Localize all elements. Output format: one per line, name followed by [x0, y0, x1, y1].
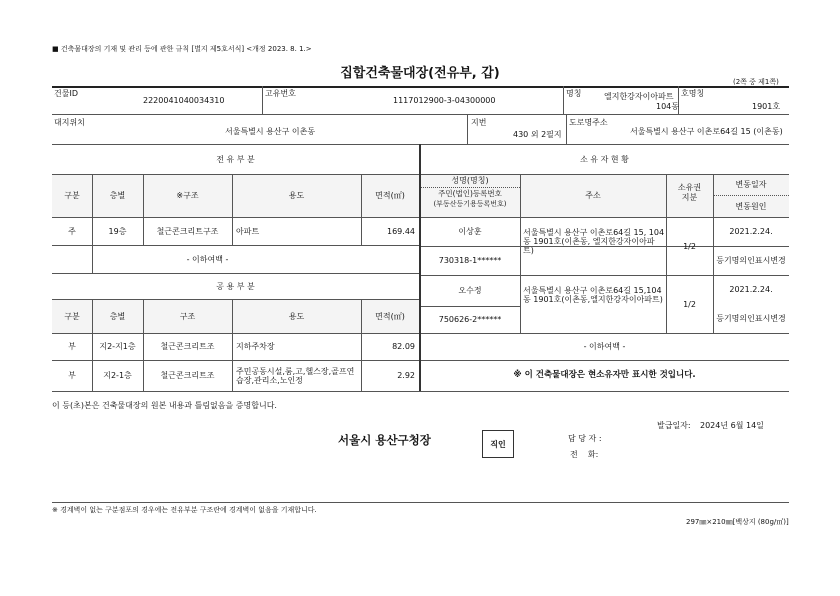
owner2-reg: 750626-2****** [438, 315, 502, 324]
common-row1-structure: 철근콘크리트조 [160, 342, 215, 351]
excl-col-area: 면적(㎡) [375, 191, 405, 200]
paper-size: 297㎜×210㎜[백상지 (80g/㎡)] [686, 518, 789, 526]
document-title: 집합건축물대장(전유부, 갑) [340, 66, 500, 81]
common-col-use: 용도 [288, 311, 305, 321]
excl-row-gubun: 주 [68, 226, 76, 236]
certify-text: 이 등(초)본은 건축물대장의 원본 내용과 틀림없음을 증명합니다. [52, 401, 277, 410]
common-row2-gubun: 부 [68, 371, 76, 380]
seal-label: 직인 [490, 439, 506, 449]
owner-col-date: 변동일자 [735, 180, 767, 189]
owner-notice: ※ 이 건축물대장은 현소유자만 표시한 것입니다. [513, 370, 696, 380]
common-row1-area: 82.09 [392, 342, 415, 351]
excl-row-use: 아파트 [236, 226, 260, 236]
owner2-date: 2021.2.24. [729, 285, 773, 294]
common-row2-area: 2.92 [397, 371, 415, 380]
common-col-structure: 구조 [179, 311, 196, 321]
common-row1-floor: 지2-지1층 [99, 342, 136, 351]
owner-col-share1: 소유권 [677, 182, 702, 192]
building-id-label: 건물ID [54, 89, 78, 98]
official-seal-box [482, 430, 514, 458]
excl-col-structure: ※구조 [176, 191, 199, 200]
owner1-address: 서울특별시 용산구 이촌로64길 15, 104동 1901호(이촌동, 엘지한강자이아파트) [523, 228, 665, 255]
owner1-share: 1/2 [683, 241, 696, 251]
excl-col-use: 용도 [288, 191, 305, 200]
staff-label: 담 당 자 : [568, 434, 602, 443]
issuer-name: 서울시 용산구청장 [338, 433, 431, 447]
lot-label: 지번 [471, 118, 487, 127]
issue-date: 2024년 6월 14일 [700, 421, 764, 430]
exclusive-section-title: 전 유 부 분 [216, 154, 255, 164]
unique-no-label: 고유번호 [265, 89, 296, 98]
lot-value: 430 외 2필지 [513, 130, 562, 139]
road-address-value: 서울특별시 용산구 이촌로64길 15 (이촌동) [630, 127, 783, 136]
excl-col-gubun: 구분 [64, 191, 80, 200]
site-value: 서울특별시 용산구 이촌동 [225, 127, 316, 136]
building-id-value: 2220041040034310 [143, 96, 225, 105]
excl-blank-note: - 이하여백 - [186, 254, 229, 264]
road-address-label: 도로명주소 [569, 118, 608, 127]
owner2-reason: 등기명의인표시변경 [716, 314, 786, 323]
owner1-date: 2021.2.24. [729, 227, 773, 236]
excl-row-structure: 철근콘크리트구조 [156, 226, 219, 236]
regulation-note: ■ 건축물대장의 기재 및 관리 등에 관한 규칙 [별지 제5호서식] <개정 2023. 8. 1.> [52, 45, 312, 53]
bottom-note: ※ 경계벽이 없는 구분점포의 경우에는 전유부분 구조란에 경계벽이 없음을 기재합니다. [52, 506, 317, 514]
common-section-title: 공 용 부 분 [216, 281, 255, 291]
owner2-address: 서울특별시 용산구 이촌로64길 15,104동 1901호(이촌동,엘지한강자이아파트) [523, 286, 663, 304]
phone-label: 전 화: [570, 450, 599, 459]
owner-col-reason: 변동원인 [735, 201, 767, 211]
common-col-gubun: 구분 [64, 311, 80, 321]
common-row2-use: 주민공동시설,룸,고,헬스장,골프연습장,관리소,노인정 [236, 366, 355, 385]
excl-col-floor: 층별 [109, 191, 126, 200]
owner-blank-note: - 이하여백 - [583, 342, 626, 351]
building-name-value: 엘지한강자이아파트 [604, 92, 674, 101]
name-label: 명칭 [566, 89, 582, 98]
owner-col-name: 성명(명칭) [451, 176, 489, 185]
owner1-reg: 730318-1****** [438, 256, 502, 265]
common-row1-gubun: 부 [68, 342, 76, 351]
common-col-floor: 층별 [109, 311, 126, 321]
common-row2-floor: 지2-1층 [103, 371, 132, 380]
issue-date-label: 발급일자: [657, 421, 691, 430]
owner2-share: 1/2 [683, 299, 696, 309]
owner-section-title: 소 유 자 현 황 [580, 154, 629, 164]
excl-row-area: 169.44 [387, 226, 415, 236]
owner-col-reg2: (부동산등기용등록번호) [433, 200, 507, 208]
owner-col-share2: 지분 [681, 192, 698, 202]
excl-row-floor: 19층 [108, 226, 127, 236]
common-row2-structure: 철근콘크리트조 [160, 371, 215, 380]
page-info: (2쪽 중 제1쪽) [733, 78, 779, 86]
unit-label: 호명칭 [681, 89, 705, 98]
unit-value: 1901호 [752, 102, 781, 111]
unique-no-value: 1117012900-3-04300000 [393, 96, 496, 105]
common-col-area: 면적(㎡) [375, 311, 405, 321]
site-label: 대지위치 [54, 118, 85, 127]
owner2-name: 오수정 [458, 286, 482, 295]
owner1-reason: 등기명의인표시변경 [716, 256, 786, 265]
owner-col-address: 주소 [585, 191, 601, 200]
owner1-name: 이상훈 [458, 226, 482, 236]
owner-col-reg1: 주민(법인)등록번호 [438, 189, 502, 198]
dong-value: 104동 [656, 102, 679, 111]
common-row1-use: 지하주차장 [236, 342, 275, 351]
